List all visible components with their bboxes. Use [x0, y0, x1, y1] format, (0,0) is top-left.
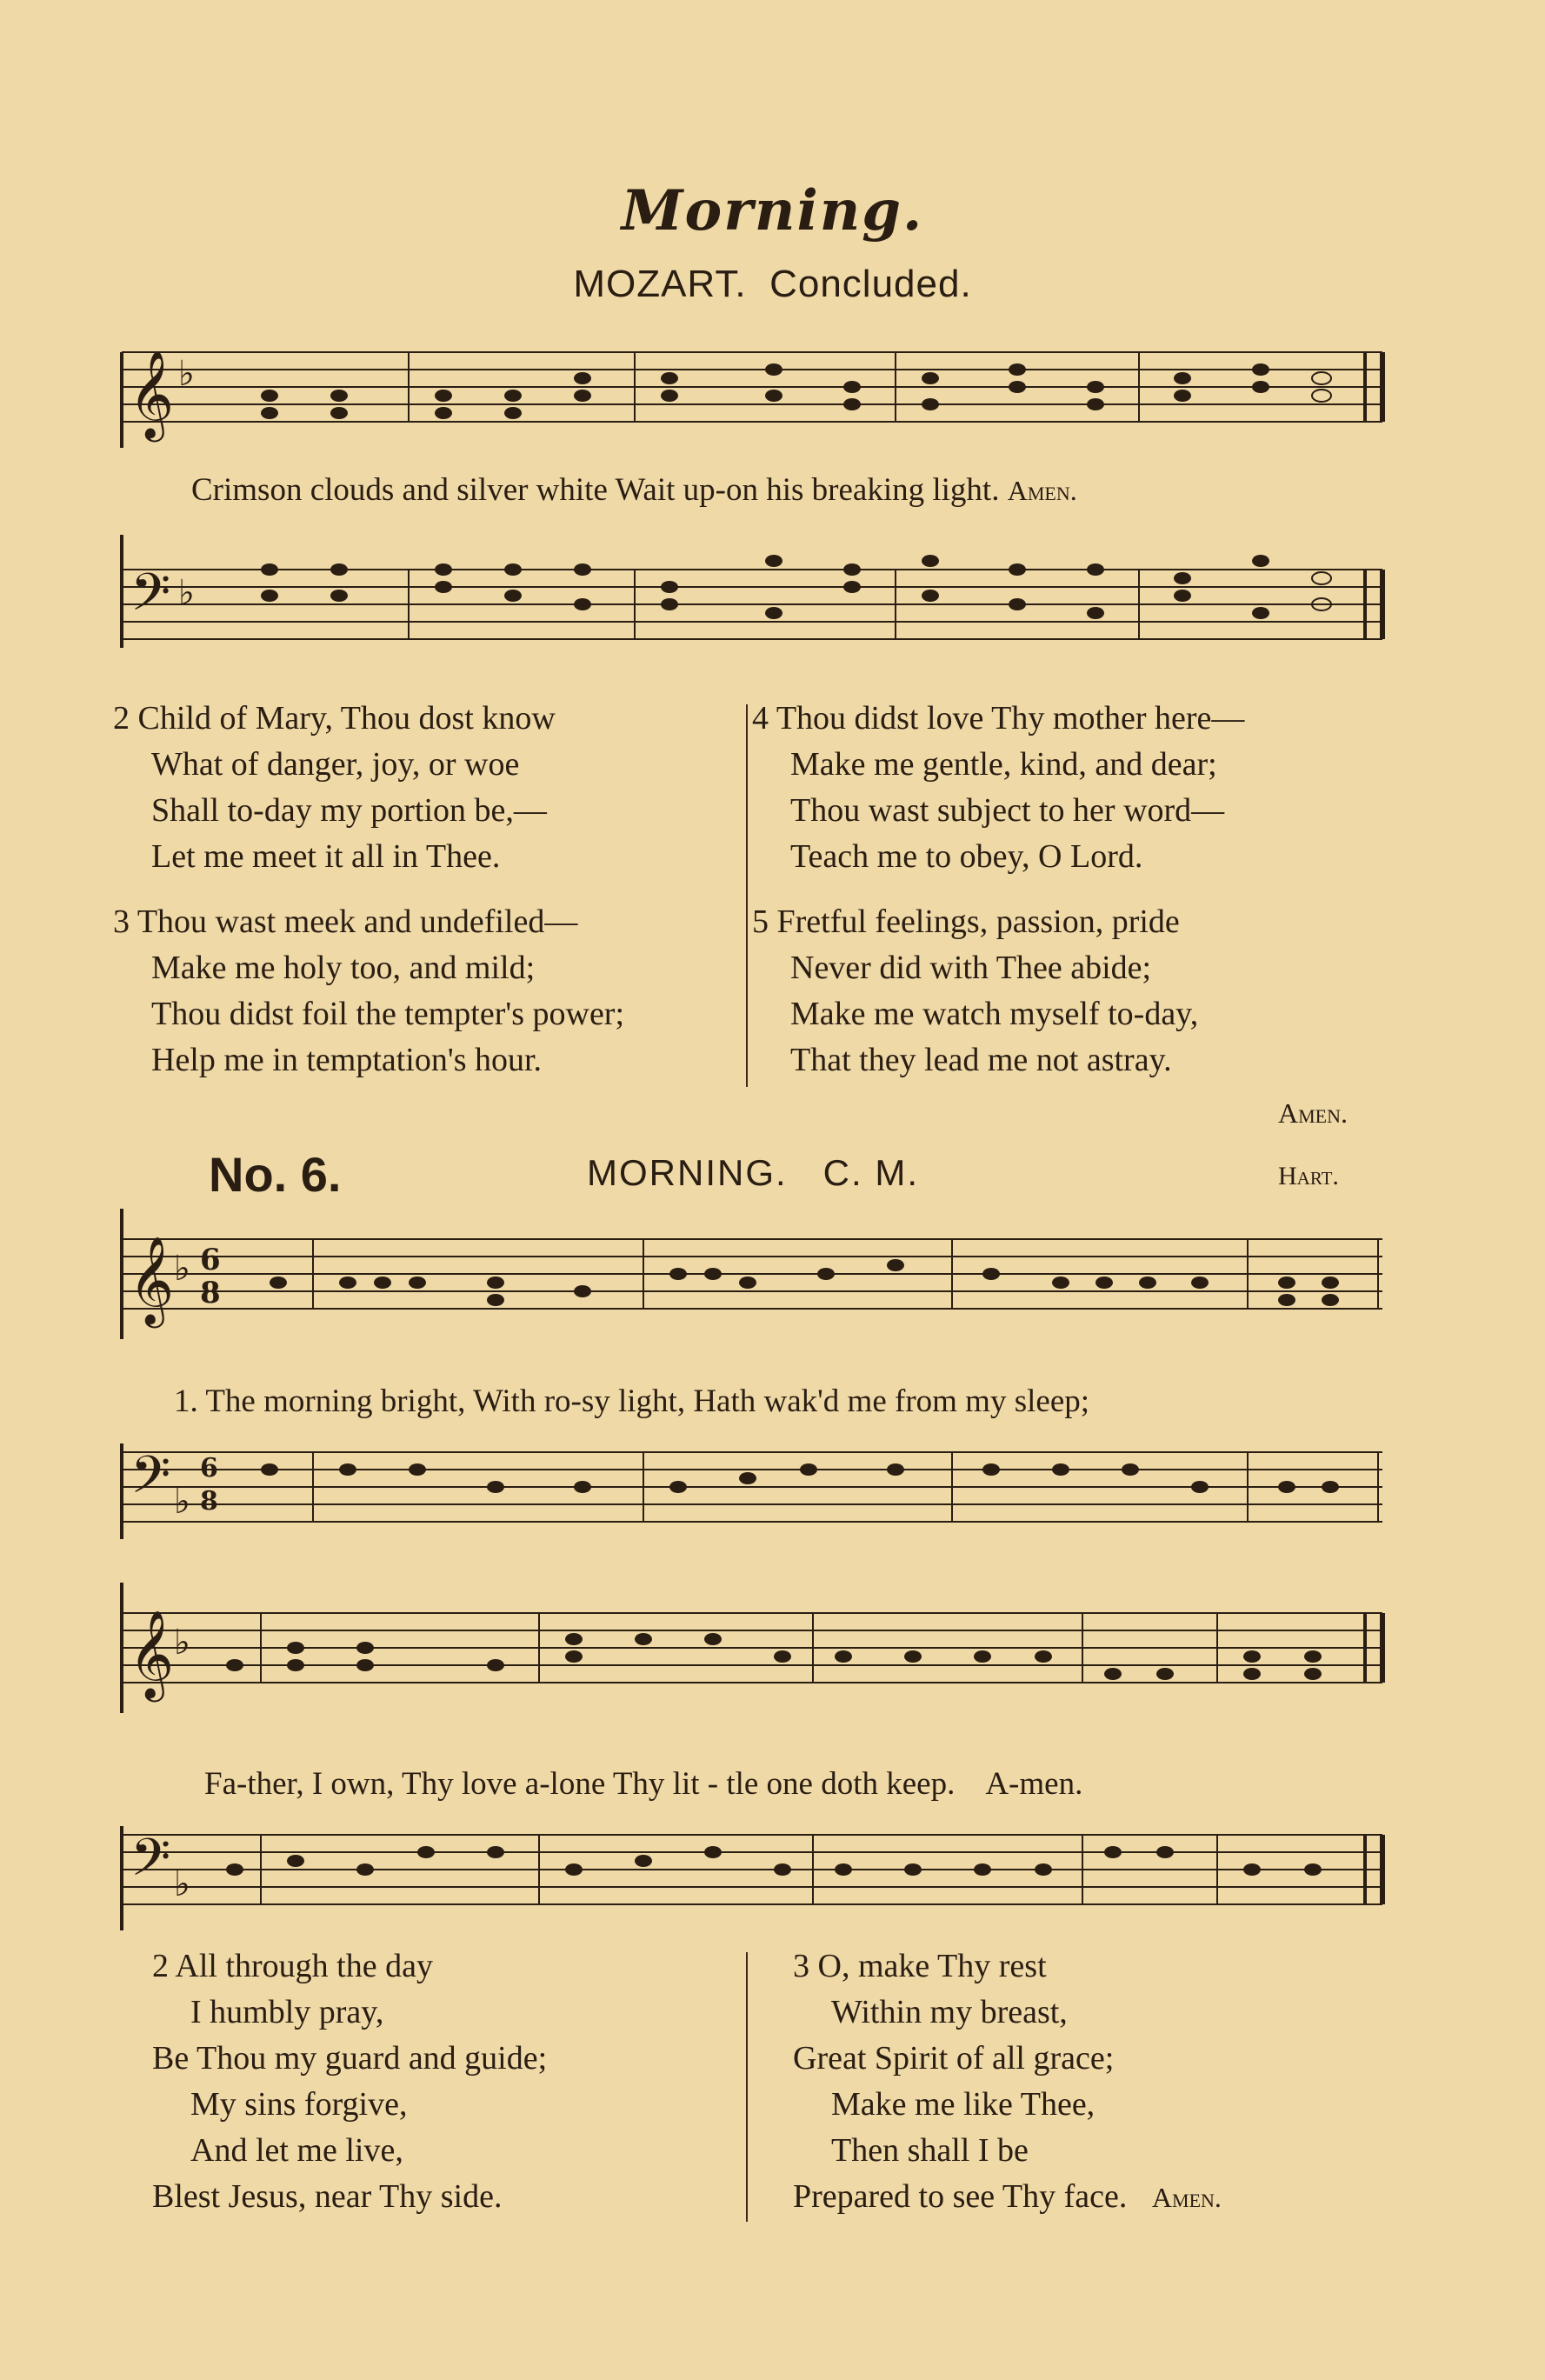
staff-notation [113, 1426, 1391, 1548]
verse-line: Within my breast, [831, 1994, 1068, 2030]
music-staff-treble-2 [113, 1200, 1391, 1357]
tune-heading [0, 263, 1545, 306]
verse-line: Make me gentle, kind, and dear; [790, 746, 1217, 783]
svg-text:𝄢: 𝄢 [130, 1827, 171, 1900]
staff-notation [113, 317, 1391, 465]
verse [752, 696, 1244, 880]
music-staff-bass-1 [113, 517, 1391, 674]
amen: Amen. [1151, 2182, 1222, 2213]
verse-line [793, 1943, 1222, 1990]
verses-left-2 [152, 1943, 547, 2239]
verse [752, 899, 1244, 1083]
verse-line: Thou didst foil the tempter's power; [151, 996, 625, 1032]
verse-line: Help me in temptation's hour. [151, 1042, 543, 1078]
verse-number: 3 [113, 903, 130, 940]
verse-line: And let me live, [190, 2132, 403, 2169]
hymn-number: No. 6. [209, 1147, 342, 1202]
amen: Amen. [1278, 1097, 1348, 1129]
svg-text:♭: ♭ [174, 1482, 190, 1522]
hymn-title: MORNING. [587, 1152, 788, 1193]
music-staff-bass-2 [113, 1426, 1391, 1548]
verse-text: Prepared to see Thy face. [793, 2178, 1128, 2215]
svg-text:♭: ♭ [174, 1864, 190, 1904]
verse [152, 1943, 547, 2220]
svg-text:♭: ♭ [174, 1249, 190, 1289]
tune-status: Concluded. [769, 263, 972, 305]
staff-notation [113, 517, 1391, 674]
verse-line [793, 2174, 1222, 2221]
staff-notation [113, 1200, 1391, 1357]
lyric-line: 1. The morning bright, With ro-sy light, Hath wak'd me from my sleep; [174, 1383, 1090, 1419]
verse-line: Great Spirit of all grace; [793, 2040, 1115, 2077]
verse-line [113, 696, 624, 742]
verse-text: Fretful feelings, passion, pride [776, 903, 1180, 940]
svg-text:6: 6 [200, 1453, 218, 1483]
verse-text: Thou wast meek and undefiled— [137, 903, 578, 940]
verse [113, 696, 624, 880]
verse-line: Make me holy too, and mild; [151, 950, 536, 986]
verse-line [752, 696, 1244, 742]
verse-text: Child of Mary, Thou dost know [137, 700, 556, 737]
verse-number: 5 [752, 903, 769, 940]
music-staff-treble-3 [113, 1574, 1391, 1730]
verse-line: Make me like Thee, [831, 2086, 1095, 2123]
verse-line: I humbly pray, [190, 1994, 384, 2030]
verse-line: Thou wast subject to her word— [790, 792, 1225, 829]
verse-line [113, 899, 624, 945]
lyric-text: Crimson clouds and silver white Wait up-on his breaking light. [191, 472, 1000, 508]
music-staff-bass-3 [113, 1809, 1391, 1939]
verse [113, 899, 624, 1083]
verses-right-2 [793, 1943, 1222, 2240]
lyric-text: Fa-ther, I own, Thy love a-lone Thy lit - tle one doth keep. [204, 1766, 956, 1802]
hymn-heading [587, 1152, 919, 1194]
hymn-meter: C. M. [822, 1152, 919, 1193]
lyric-amen: A-men. [985, 1766, 1083, 1802]
verse-line: Never did with Thee abide; [790, 950, 1152, 986]
svg-text:♭: ♭ [174, 1623, 190, 1663]
verse-number: 2 [113, 700, 130, 737]
verse-number: 3 [793, 1948, 809, 1984]
verse-line: Shall to-day my portion be,— [151, 792, 547, 829]
lyric-line [191, 471, 1077, 509]
svg-text:♭: ♭ [178, 573, 195, 613]
column-divider [746, 1952, 748, 2222]
verse-text: Thou didst love Thy mother here— [776, 700, 1245, 737]
svg-text:𝄢: 𝄢 [130, 562, 171, 635]
verse-line [752, 899, 1244, 945]
verse-line [152, 1943, 547, 1990]
time-sig-bottom: 8 [200, 1276, 221, 1310]
svg-text:8: 8 [200, 1486, 218, 1517]
verse [793, 1943, 1222, 2221]
svg-text:𝄞: 𝄞 [129, 1235, 175, 1324]
verse-text: O, make Thy rest [817, 1948, 1047, 1984]
verse-line: Make me watch myself to-day, [790, 996, 1199, 1032]
verse-line: What of danger, joy, or woe [151, 746, 520, 783]
verse-line: Let me meet it all in Thee. [151, 838, 501, 875]
verse-line: Be Thou my guard and guide; [152, 2040, 548, 2077]
staff-notation [113, 1574, 1391, 1730]
svg-text:♭: ♭ [178, 354, 195, 394]
verse-line: That they lead me not astray. [790, 1042, 1172, 1078]
music-staff-treble-1 [113, 317, 1391, 465]
svg-text:𝄢: 𝄢 [130, 1444, 171, 1517]
verse-number: 2 [152, 1948, 169, 1984]
verse-line: Blest Jesus, near Thy side. [152, 2178, 503, 2215]
verses-left-1 [113, 696, 624, 1103]
lyric-amen: Amen. [1007, 475, 1077, 506]
composer: Hart. [1278, 1162, 1339, 1190]
lyric-line [204, 1765, 1082, 1803]
page-title: Morning. [621, 178, 924, 243]
column-divider [746, 704, 748, 1087]
staff-notation [113, 1809, 1391, 1939]
verse-line: My sins forgive, [190, 2086, 408, 2123]
tune-title: MOZART. [573, 263, 747, 305]
verse-text: All through the day [175, 1948, 433, 1984]
verse-line: Teach me to obey, O Lord. [790, 838, 1143, 875]
verses-right-1 [752, 696, 1244, 1103]
verse-number: 4 [752, 700, 769, 737]
svg-text:𝄞: 𝄞 [129, 1609, 175, 1698]
time-sig-top: 6 [200, 1243, 221, 1277]
svg-text:𝄞: 𝄞 [129, 349, 175, 438]
verse-line: Then shall I be [831, 2132, 1029, 2169]
